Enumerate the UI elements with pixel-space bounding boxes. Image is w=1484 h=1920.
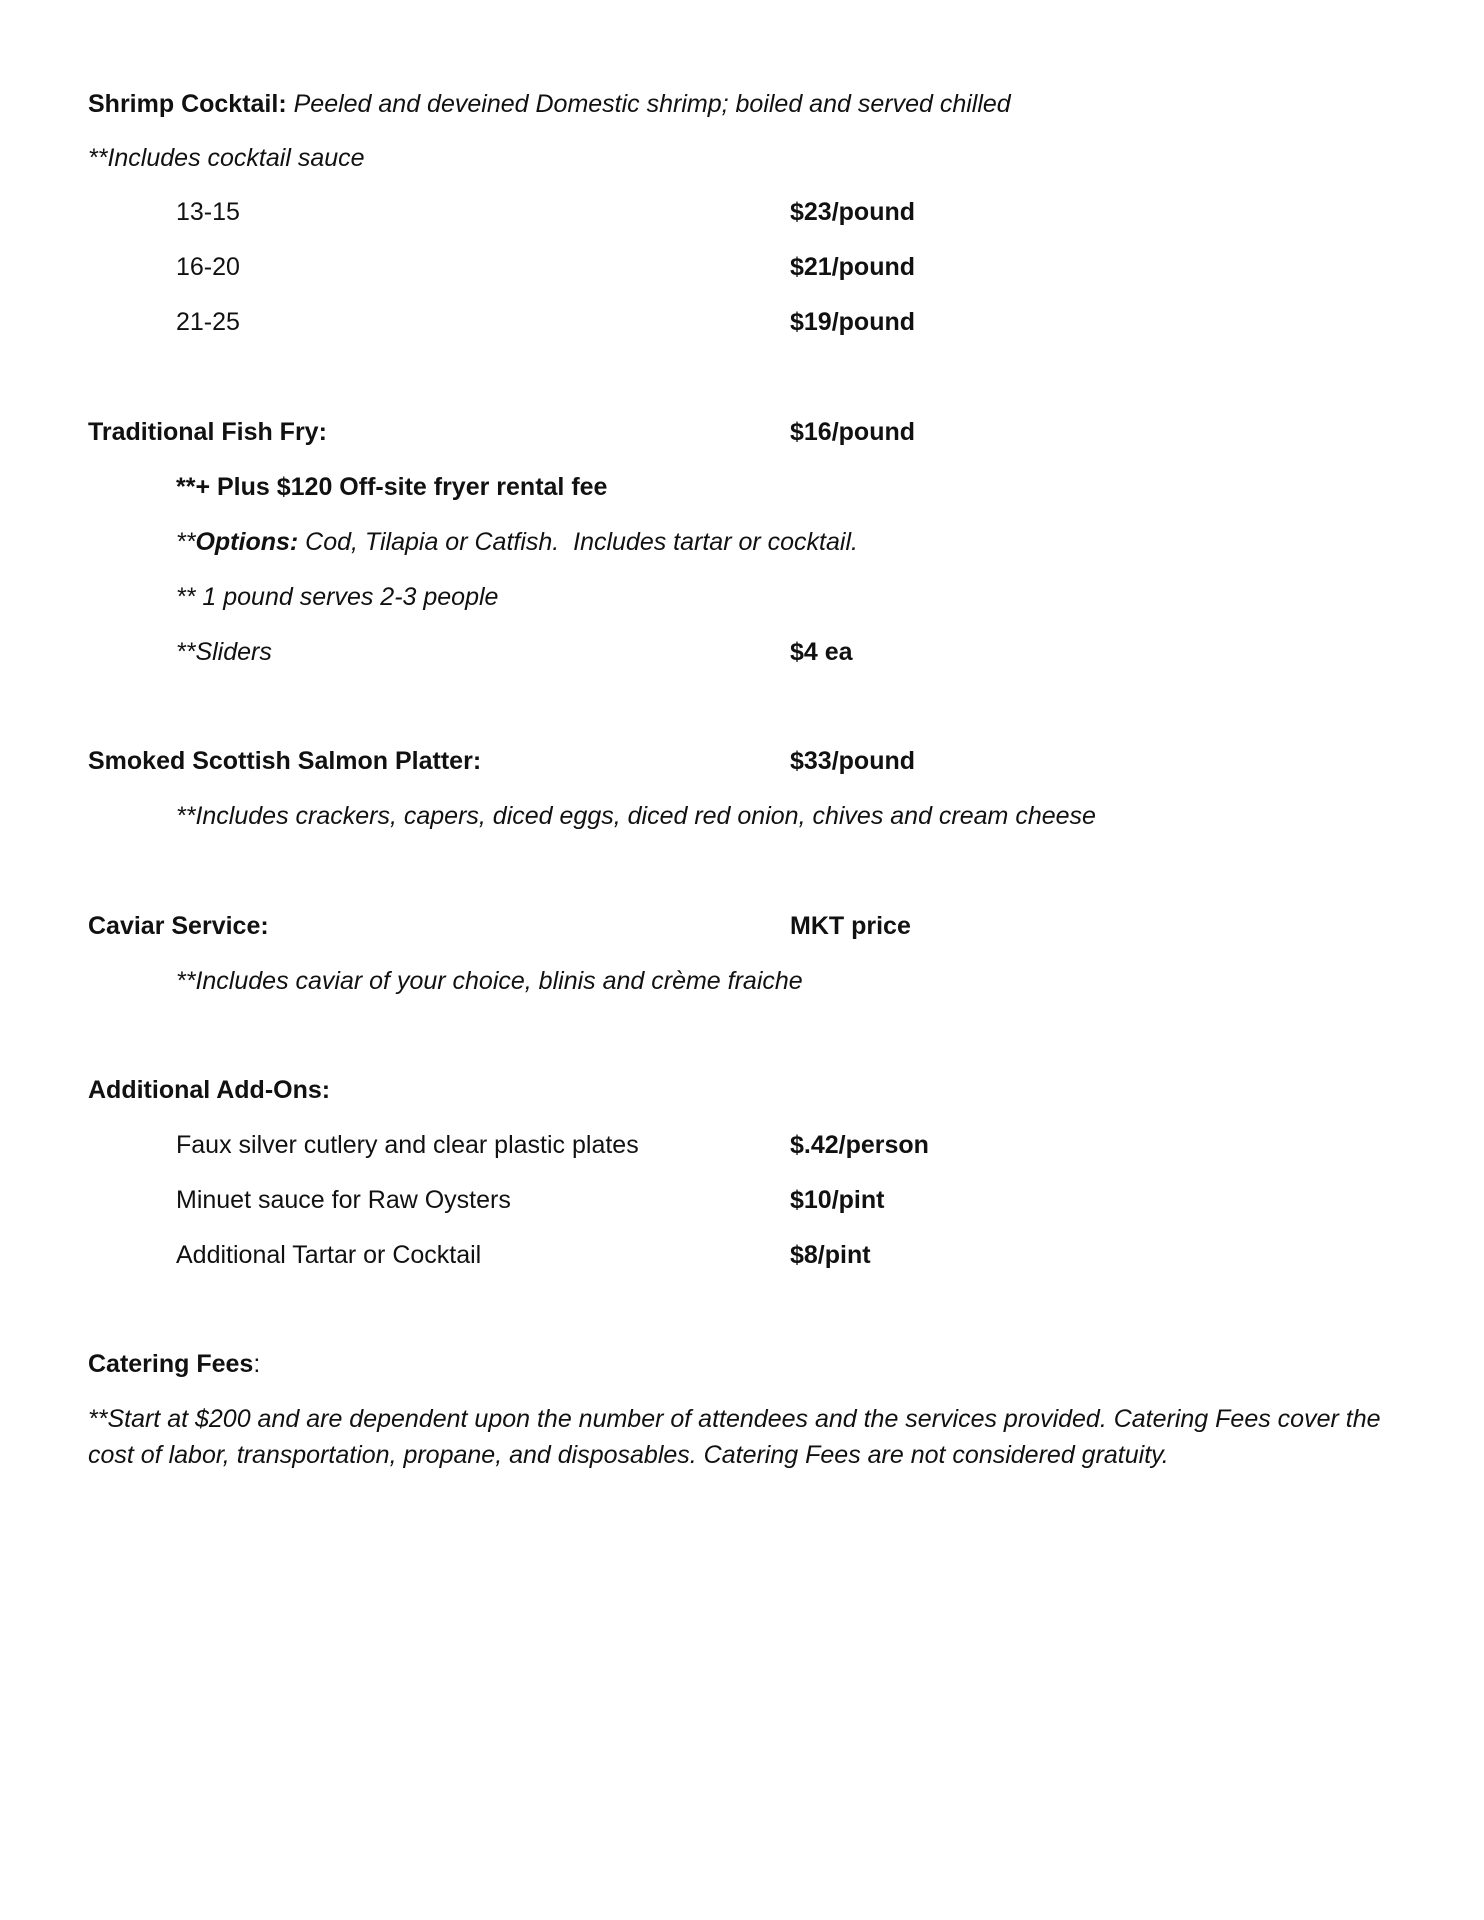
addon-label: Faux silver cutlery and clear plastic plates: [176, 1131, 639, 1159]
catering-heading: [88, 1349, 260, 1379]
fish-fry-title: Traditional Fish Fry:: [88, 418, 327, 446]
fish-fry-options-label: Options:: [195, 528, 299, 556]
fish-fry-price: $16/pound: [790, 418, 916, 446]
addons-title: Additional Add-Ons:: [88, 1076, 331, 1104]
addon-label: Additional Tartar or Cocktail: [176, 1241, 482, 1269]
catering-text: **Start at $200 and are dependent upon the number of attendees and the services provided. Catering Fees cover the cost of labor, transportation, propane, and disposables. Catering Fees are not considered gratuity.: [88, 1405, 1381, 1469]
shrimp-note: **Includes cocktail sauce: [88, 144, 365, 172]
sliders-label: **Sliders: [176, 638, 272, 666]
addon-price: $10/pint: [790, 1186, 885, 1214]
salmon-title: Smoked Scottish Salmon Platter:: [88, 747, 482, 775]
addon-price: $8/pint: [790, 1241, 871, 1269]
fish-fry-serving-note: ** 1 pound serves 2-3 people: [176, 583, 499, 611]
shrimp-size-price: $23/pound: [790, 198, 916, 226]
addon-price: $.42/person: [790, 1131, 929, 1159]
caviar-note: **Includes caviar of your choice, blinis and crème fraiche: [176, 967, 803, 995]
salmon-note: **Includes crackers, capers, diced eggs, diced red onion, chives and cream cheese: [176, 802, 1096, 830]
salmon-price: $33/pound: [790, 747, 916, 775]
catering-title: Catering Fees: [88, 1350, 254, 1378]
shrimp-description: Peeled and deveined Domestic shrimp; boiled and served chilled: [293, 90, 1011, 118]
shrimp-size-label: 21-25: [176, 308, 240, 336]
shrimp-size-price: $19/pound: [790, 308, 916, 336]
catering-colon: :: [253, 1350, 261, 1378]
addon-label: Minuet sauce for Raw Oysters: [176, 1186, 511, 1214]
shrimp-heading: [88, 89, 1011, 119]
sliders-price: $4 ea: [790, 638, 853, 666]
shrimp-size-label: 13-15: [176, 198, 240, 226]
caviar-price: MKT price: [790, 912, 911, 940]
fish-fry-rental-note: **+ Plus $120 Off-site fryer rental fee: [176, 473, 608, 501]
shrimp-title: Shrimp Cocktail:: [88, 90, 287, 118]
shrimp-size-label: 16-20: [176, 253, 240, 281]
shrimp-size-price: $21/pound: [790, 253, 916, 281]
caviar-title: Caviar Service:: [88, 912, 269, 940]
fish-fry-options-text: Cod, Tilapia or Catfish. Includes tartar or cocktail.: [298, 528, 858, 556]
fish-fry-options-prefix: **: [176, 528, 196, 556]
fish-fry-options: [176, 527, 858, 557]
